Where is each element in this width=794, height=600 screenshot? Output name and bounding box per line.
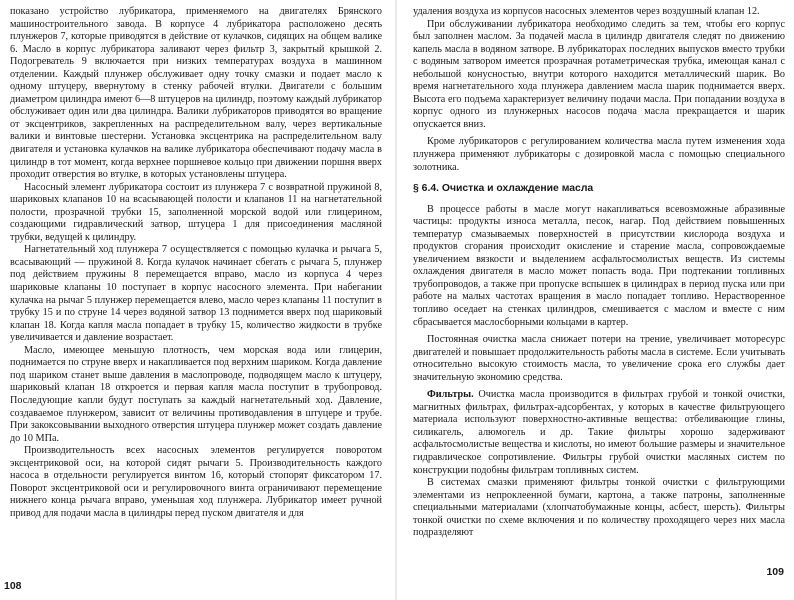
paragraph-maintenance: При обслуживании лубрикатора необходимо следить за тем, чтобы его корпус был заполнен маслом. За подачей масла в цилиндр двигателя следят по движению капель масла в водяном затворе. В лубрикаторах последних выпусков вместо трубки с водяным затвором имеется прозрачная ротаметрическая трубка, имеющая канал с небольшой конусностью, внутри которого находится металлический шарик. Во время нагнетательного хода плунжера давлением масла шарик поднимается вверх. Высота его подъема характеризует величину подачи масла. При попадании воздуха в корпус одного из плунжерных насосов подача масла прекращается и шарик опускается вниз. [413,18,785,130]
paragraph-capacity-regulation: Производительность всех насосных элементов регулируется поворотом эксцентриковой оси, на которой сидят рычаги 5. Производительность каждого насоса в отдельности регулируется винтом 16, который стопорят фиксатором 17. Поворот эксцентриковой оси и регулировочного винта ограничивают перемещение нижнего конца рычага вправо, уменьшая ход плунжера. Лубрикатор имеет ручной привод для подачи масла в цилиндры перед пуском двигателя и для [10,445,382,519]
page-number-left: 108 [4,580,22,592]
filters-text: Очистка масла производится в фильтрах грубой и тонкой очистки, магнитных фильтрах, фильтрах-адсорбентах, у которых в качестве фильтрующего материала используют поверхностно-активные вещества: отбеливающие глины, силикагель, алюмогель и др. Такие фильтры хорошо задерживают асфальтосмолистые вещества и кислоты, но имеют большие размеры и значительное гидравлическое сопротивление. Фильтры грубой очистки масляных систем по конструкции подобны фильтрам топливных систем. [413,389,785,476]
right-text-column [413,6,785,568]
page-number-right: 109 [766,566,784,578]
left-text-column [10,6,382,584]
paragraph-fine-filters: В системах смазки применяют фильтры тонкой очистки с фильтрующими элементами из непроклеенной бумаги, картона, а также патроны, заполненные специальными материалами (хлопчатобумажные концы, асбест, шерсть). Фильтры тонкой очистки по схеме включения и по количеству проходящего через них масла подразделяют [413,477,785,539]
section-heading: § 6.4. Очистка и охлаждение масла [413,183,594,195]
paragraph-spool-dosing: Кроме лубрикаторов с регулированием количества масла путем изменения хода плунжера применяют лубрикаторы с дозировкой масла с помощью специального золотника. [413,136,785,173]
paragraph-pump-element: Насосный элемент лубрикатора состоит из плунжера 7 с возвратной пружиной 8, шариковых клапанов 10 на всасывающей полости и клапанов 11 на нагнетательной полости, прозрачной трубки 15, заполненной морской водой или глицерином, создающими гидравлический затвор, штуцера 1 для присоединения масляной трубки, ведущей к цилиндру. [10,181,382,243]
paragraph-air-removal: удаления воздуха из корпусов насосных элементов через воздушный клапан 12. [413,6,760,17]
paragraph-constant-cleaning: Постоянная очистка масла снижает потери на трение, увеличивает моторесурс двигателей и повышает продолжительность работы масла в системе. Если учитывать относительно высокую стоимость масла, то увеличение срока его службы дает значительную экономию средства. [413,334,785,383]
paragraph-oil-rise: Масло, имеющее меньшую плотность, чем морская вода или глицерин, поднимается по струне вверх и накапливается под верхним шариком. Когда давление под шариком станет выше давления в маслопроводе, подводящем масло к штуцеру, шариковый клапан 18 откроется и первая капля масла поступит в трубопровод. Последующие капли будут поступать за каждый нагнетательный ход. Давление, создаваемое плунжером, зависит от величины противодавления в штуцере и трубе. При закоксовывании выходного отверстия штуцера плунжер может создать давление до 10 МПа. [10,344,382,444]
paragraph-contamination: В процессе работы в масле могут накапливаться всевозможные абразивные частицы: продукты износа металла, песок, нагар. Под действием повышенных температур смазываемых поверхностей в присутствии кислорода воздуха и продуктов сгорания происходит окисление и старение масла, сопровождаемые увеличением вязкости и выделением асфальтосмолистых веществ. Из системы охлаждения двигателя в масло может попасть вода. При подтекании топливных трубопроводов, а также при пропуске вспышек в цилиндрах в период пуска или при работе на малых частотах вращения в масло попадает топливо. Нерастворенное топливо оседает на стенках цилиндров, смешивается с маслом и вместе с ним сбрасывается маслосборными кольцами в картер. [413,203,785,328]
right-page [397,0,794,600]
runin-heading-filters: Фильтры. [427,389,474,401]
paragraph-plunger-stroke: Нагнетательный ход плунжера 7 осуществляется с помощью кулачка и рычага 5, всасывающий — пружиной 8. Когда кулачок начинает сбегать с рычага 5, плунжер под действием пружины 8 перемещается вправо, масло из корпуса 4 через шариковые клапаны 10 поступает в корпус насосного элемента. При набегании кулачка на рычаг 5 плунжер перемещается влево, масло через клапаны 11 поступит в трубку 15 и по струне 14 через водяной затвор 13 поднимется вверх под шариковый клапан 18. Когда капля масла попадает в трубку 15, количество жидкости в трубке увеличивается и давление возрастает. [10,244,382,344]
paragraph-lubricator-design: показано устройство лубрикатора, применяемого на двигателях Брянского машиностроительного завода. В корпусе 4 лубрикатора расположено десять плунжеров 7, которые приводятся в действие от кулачков, сидящих на общем валике 6. Масло в корпус лубрикатора заливают через фильтр 3, закрытый крышкой 2. Подогреватель 9 включается при низких температурах воздуха в машинном отделении. Каждый плунжер обслуживает одну точку смазки и подает масло к одному штуцеру, ввернутому в стенку рабочей втулки. Двигатели с большим диаметром цилиндра имеют 6—8 штуцеров на цилиндр, поэтому каждый лубрикатор обслуживает один или два цилиндра. Валики лубрикаторов приводятся во вращение от эксцентриков, закрепленных на распределительном валу, через вертикальные валики и винтовые шестерни. Установка эксцентрика на распределительном валу двигателя и установка кулачков на валике лубрикатора обеспечивают подачу масла в цилиндр в тот момент, когда верхнее поршневое кольцо при движении поршня вверх проходит отверстия во втулке, в которых установлены штуцера. [10,6,382,181]
paragraph-filters [413,389,785,477]
